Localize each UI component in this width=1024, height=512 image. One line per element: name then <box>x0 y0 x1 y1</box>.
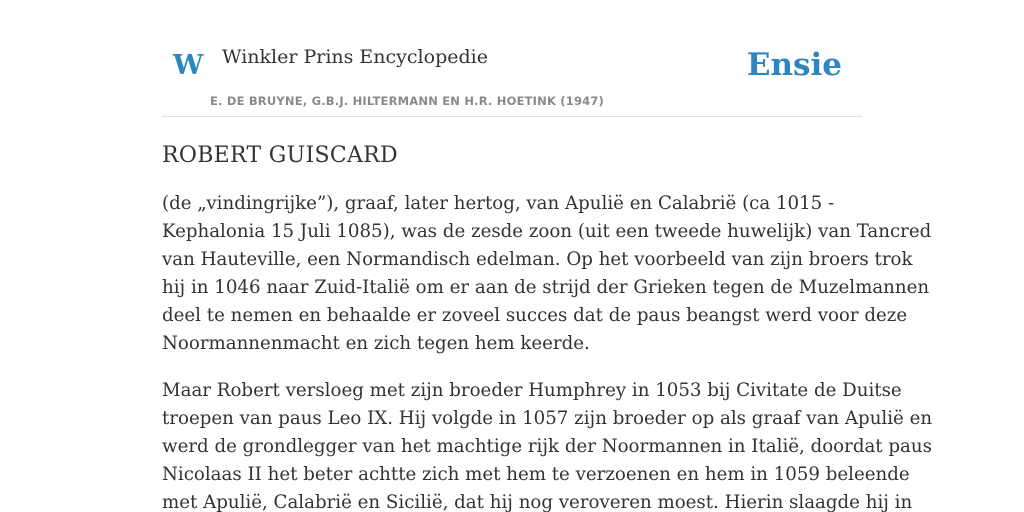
paragraph-line: Nicolaas II het beter achtte zich met hem te verzoenen en hem in 1059 beleende <box>162 464 910 486</box>
paragraph-line: Kephalonia 15 Juli 1085), was de zesde zoon (uit een tweede huwelijk) van Tancred <box>162 221 932 243</box>
paragraph-line: met Apulië, Calabrië en Sicilië, dat hij nog veroveren moest. Hierin slaagde hij in <box>162 492 913 512</box>
paragraph-line: Noormannenmacht en zich tegen hem keerde. <box>162 333 590 355</box>
header <box>162 0 862 117</box>
paragraph-line: werd de grondlegger van het machtige rijk der Noormannen in Italië, doordat paus <box>162 436 932 458</box>
ensie-logo-link[interactable]: Ensie <box>746 47 842 83</box>
paragraph-line: hij in 1046 naar Zuid-Italië om er aan de strijd der Grieken tegen de Muzelmannen <box>162 277 930 299</box>
paragraph-line: troepen van paus Leo IX. Hij volgde in 1057 zijn broeder op als graaf van Apulië en <box>162 408 933 430</box>
paragraph-line: van Hauteville, een Normandisch edelman. Op het voorbeeld van zijn broers trok <box>162 249 913 271</box>
content-container <box>162 0 933 512</box>
book-title[interactable]: Winkler Prins Encyclopedie <box>222 46 488 68</box>
paragraph <box>162 377 933 512</box>
paragraph-line: deel te nemen en behaalde er zoveel succes dat de paus beangst werd voor deze <box>162 305 908 327</box>
winkler-prins-logo: W <box>173 50 204 81</box>
paragraph <box>162 190 932 358</box>
book-authors: E. DE BRUYNE, G.B.J. HILTERMANN EN H.R. HOETINK (1947) <box>210 94 605 108</box>
paragraph-line: (de „vindingrijke”), graaf, later hertog, van Apulië en Calabrië (ca 1015 - <box>162 193 835 215</box>
article-body <box>162 190 933 512</box>
entry-title: ROBERT GUISCARD <box>162 143 398 168</box>
paragraph-line: Maar Robert versloeg met zijn broeder Humphrey in 1053 bij Civitate de Duitse <box>162 380 902 402</box>
